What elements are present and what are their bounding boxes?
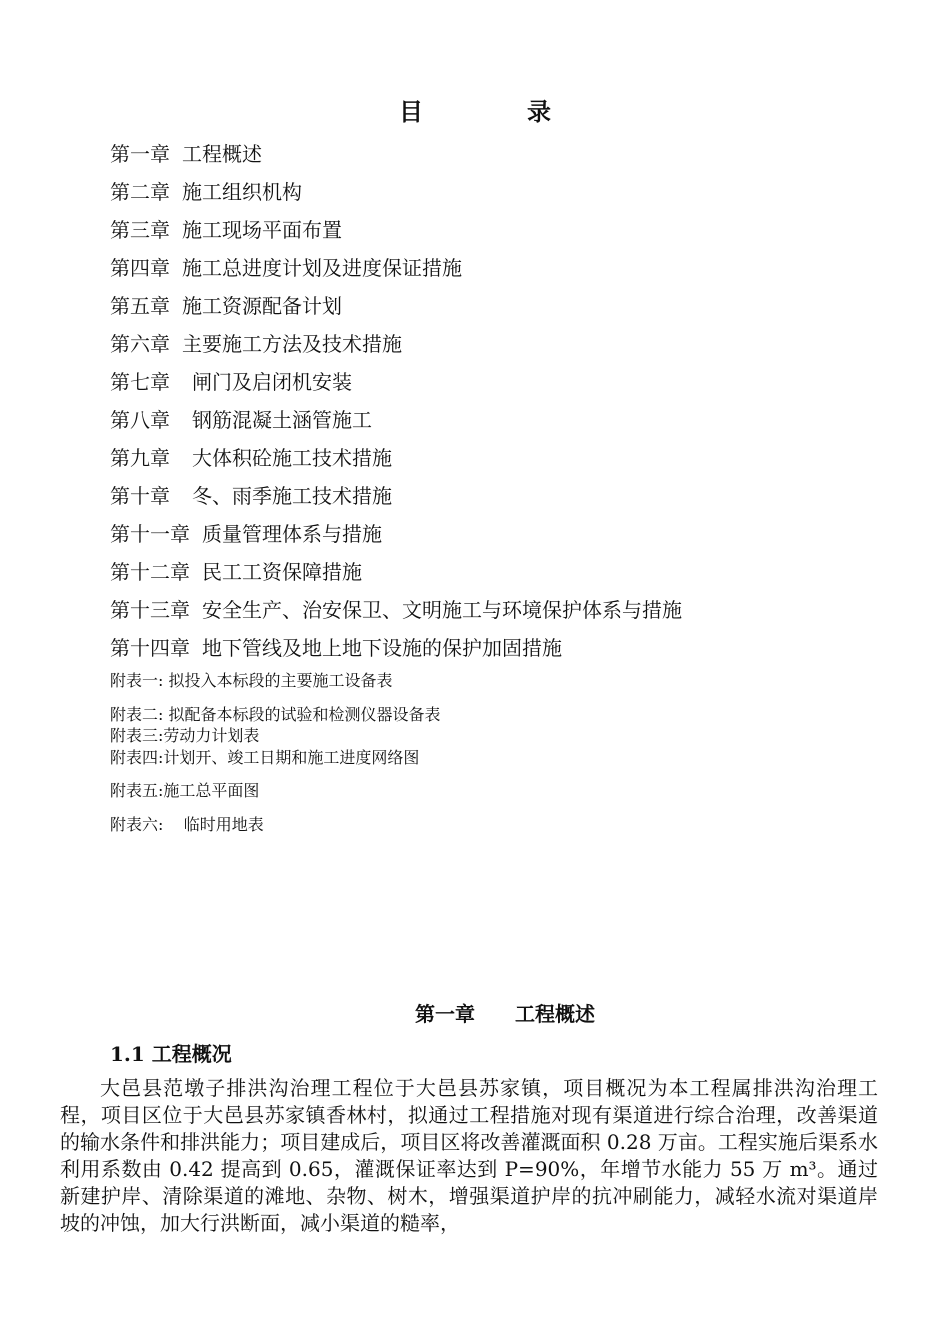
toc-entry-ch14[interactable] [110,629,682,667]
toc-chapter-title: 地下管线及地上地下设施的保护加固措施 [202,636,562,660]
toc-entry-ch6[interactable] [110,325,682,363]
toc-chapter-title: 民工工资保障措施 [202,560,362,584]
toc-entry-ch5[interactable] [110,287,682,325]
toc-chapter-title: 质量管理体系与措施 [202,522,382,546]
toc-entry-ch8[interactable] [110,401,682,439]
appendix-label: 附表一: [110,671,164,690]
chapter-1-heading [0,998,950,1027]
toc-chapter-number: 第二章 [110,180,170,204]
appendix-label: 附表五: [110,781,164,800]
toc-chapter-title: 大体积砼施工技术措施 [192,446,392,470]
chapter-title: 工程概述 [515,1002,595,1026]
toc-chapter-title: 闸门及启闭机安装 [192,370,352,394]
chapter-number: 第一章 [415,1002,475,1026]
appendix-title: 劳动力计划表 [163,726,260,745]
toc-chapter-title: 施工总进度计划及进度保证措施 [182,256,462,280]
toc-appendix-1[interactable] [110,668,393,691]
toc-chapter-title: 施工资源配备计划 [182,294,342,318]
appendix-title: 临时用地表 [183,815,264,834]
toc-entry-ch13[interactable] [110,591,682,629]
toc-entry-ch11[interactable] [110,515,682,553]
toc-chapter-title: 安全生产、治安保卫、文明施工与环境保护体系与措施 [202,598,682,622]
toc-chapter-number: 第六章 [110,332,170,356]
toc-chapter-number: 第四章 [110,256,170,280]
appendix-title: 拟配备本标段的试验和检测仪器设备表 [168,705,441,724]
toc-appendix-5[interactable] [110,778,259,801]
toc-chapter-number: 第九章 [110,446,170,470]
appendix-label: 附表三: [110,726,164,745]
section-1-1-heading: 1.1 工程概况 [110,1042,232,1066]
toc-title: 目 录 [399,97,591,126]
toc-appendix-3[interactable] [110,723,259,746]
toc-chapter-number: 第十四章 [110,636,190,660]
toc-chapter-number: 第五章 [110,294,170,318]
toc-appendix-2[interactable] [110,702,441,725]
toc-chapter-title: 冬、雨季施工技术措施 [192,484,392,508]
toc-chapter-number: 第十二章 [110,560,190,584]
toc-entry-ch1[interactable] [110,135,682,173]
toc-chapter-number: 第一章 [110,142,170,166]
toc-entry-ch10[interactable] [110,477,682,515]
toc-entry-ch2[interactable] [110,173,682,211]
toc-chapter-title: 施工现场平面布置 [182,218,342,242]
toc-chapter-number: 第八章 [110,408,170,432]
toc-entry-ch4[interactable] [110,249,682,287]
appendix-label: 附表四: [110,748,164,767]
appendix-label: 附表二: [110,705,164,724]
toc-chapter-number: 第十章 [110,484,170,508]
toc-chapter-number: 第十一章 [110,522,190,546]
toc-entry-ch12[interactable] [110,553,682,591]
toc-chapter-number: 第七章 [110,370,170,394]
appendix-title: 施工总平面图 [163,781,260,800]
toc-appendix-6[interactable] [110,812,264,835]
toc-entry-ch7[interactable] [110,363,682,401]
toc-chapter-number: 第三章 [110,218,170,242]
appendix-label: 附表六: [110,815,164,834]
body-paragraph: 大邑县范墩子排洪沟治理工程位于大邑县苏家镇，项目概况为本工程属排洪沟治理工程，项目区位于大邑县苏家镇香林村，拟通过工程措施对现有渠道进行综合治理，改善渠道的输水条件和排洪能力；项目建成后，项目区将改善灌溉面积 0.28 万亩。工程实施后渠系水利用系数由 0.42 提高到 0.65，灌溉保证率达到 P=90%，年增节水能力 55 万 m³。通过新建护岸、清除渠道的滩地、杂物、树木，增强渠道护岸的抗冲刷能力，减轻水流对渠道岸坡的冲蚀，加大行洪断面，减小渠道的糙率， [60,1076,878,1235]
appendix-title: 拟投入本标段的主要施工设备表 [168,671,393,690]
toc-entry-ch3[interactable] [110,211,682,249]
toc-chapter-title: 施工组织机构 [182,180,302,204]
toc-appendix-4[interactable] [110,745,419,768]
toc-chapter-title: 钢筋混凝土涵管施工 [192,408,372,432]
toc-chapter-title: 主要施工方法及技术措施 [182,332,402,356]
toc-chapter-number: 第十三章 [110,598,190,622]
toc-chapter-title: 工程概述 [182,142,262,166]
toc-chapter-list [110,135,682,667]
appendix-title: 计划开、竣工日期和施工进度网络图 [163,748,420,767]
toc-entry-ch9[interactable] [110,439,682,477]
